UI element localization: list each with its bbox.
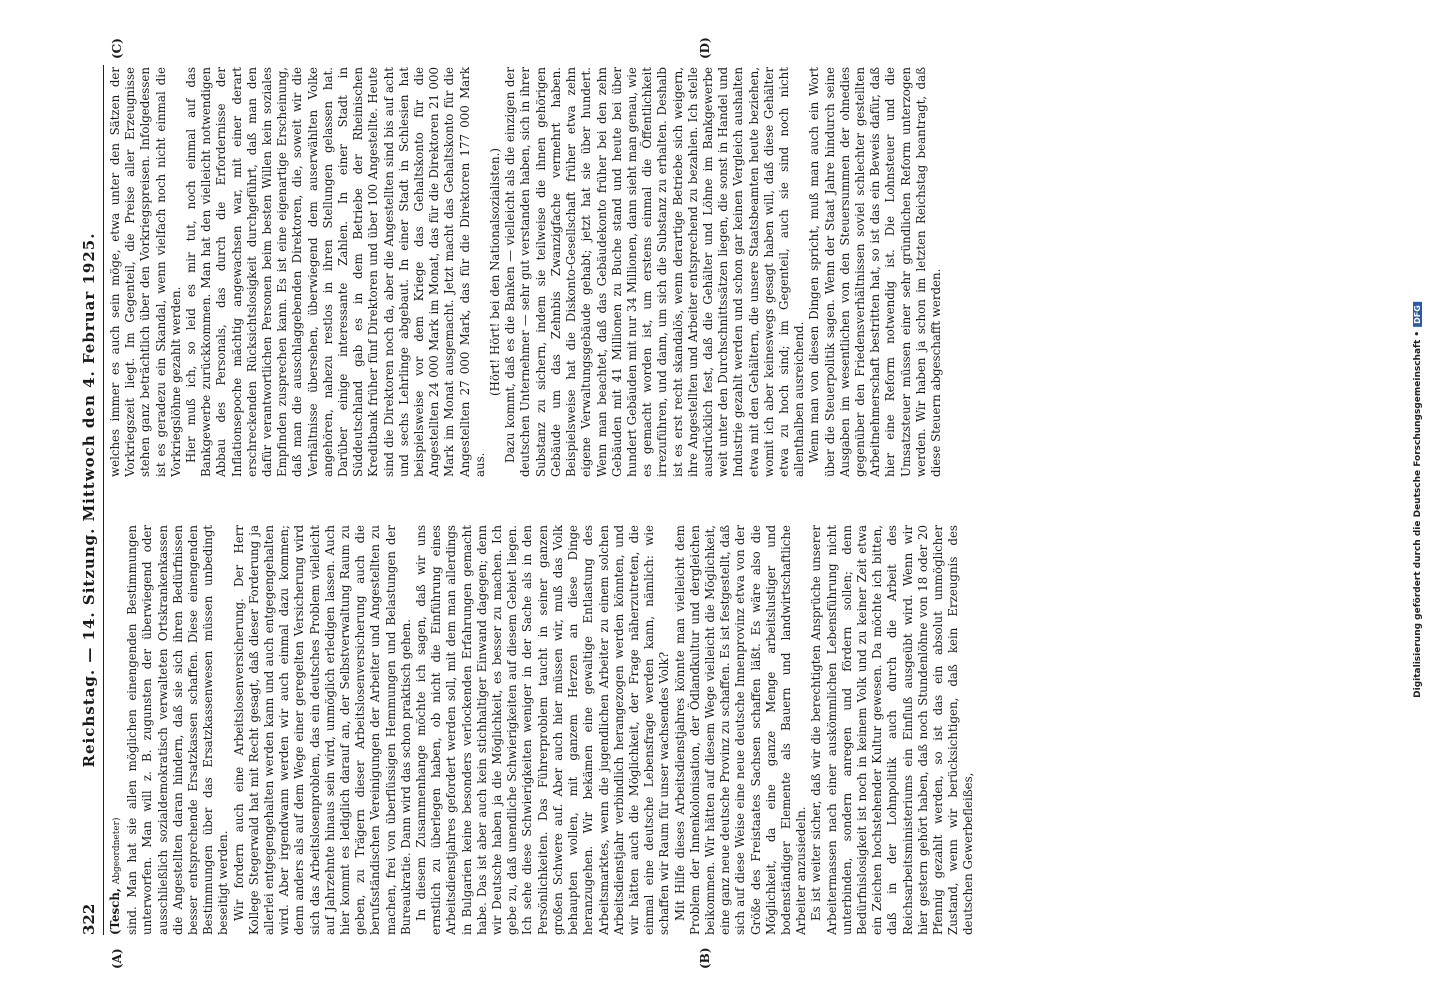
paragraph: Dazu kommt, daß es die Banken — vielleicht als die einzigen der deutschen Unternehmer — sehr gut verstanden haben, sich in ihrer Substanz zu sichern, indem sie teilweise die ihnen gehörigen Gebäude um das Zehnbis Zwanzigfache vermehrt haben. Beispielsweise hat die Diskonto-Gesellschaft früher etwa zehn eigene Verwaltungsgebäude gehabt; jetzt hat sie über hundert. Wenn man beachtet, daß das Gebäudekonto früher bei den zehn Gebäuden mit 41 Millionen zu Buche stand und heute bei über hundert Gebäuden mit nur 34 Millionen, dann sieht man genau, wie es gemacht worden ist, um erstens einmal die Öffentlichkeit irrezuführen, und dann, um sich die Substanz zu erhalten. Deshalb ist es erst recht skandalös, wenn derartige Betriebe sich weigern, ihre Angestellten und Arbeiter entsprechend zu bezahlen. Ich stelle ausdrücklich fest, daß die Gehälter und Löhne im Bankgewerbe weit unter den Durchschnittssätzen liegen, die sonst in Handel und Industrie gezahlt werden und schon gar keinen Vergleich aushalten etwa mit den Gehältern, die unsere Staatsbeamten heute beziehen, womit ich aber keineswegs gesagt haben will, daß diese Gehälter etwa zu hoch sind; im Gegenteil, auch sie sind noch nicht allenthalben ausreichend. bbox=[503, 67, 807, 477]
speaker-role: Abgeordneter) bbox=[112, 817, 122, 885]
margin-marker-c: (C) bbox=[110, 38, 124, 59]
credit-text: Digitalisierung gefördert durch die Deutsche Forschungsgemeinschaft • bbox=[1413, 330, 1423, 698]
text-column-right bbox=[108, 67, 1298, 477]
text-column-left bbox=[108, 525, 1298, 935]
paragraph: Wir fordern auch eine Arbeitslosenversicherung. Der Herr Kollege Stegerwald hat mit Recht gesagt, daß dieser Forderung ja allerlei entgegengehalten werden kann und auch entgegengehalten wird. Aber irgendwann werden wir auch einmal dazu kommen; denn anders als auf dem Wege einer geregelten Versicherung wird sich das Arbeitslosenproblem, das ein deutsches Problem vielleicht auf Jahrzehnte hinaus sein wird, unmöglich erledigen lassen. Auch hier kommt es lediglich darauf an, der Selbstverwaltung Raum zu geben, zu Trägern dieser Arbeitslosenversicherung auch die berufsständischen Vereinigungen der Arbeiter und Angestellten zu machen, frei von überflüssigen Hemmungen und Belastungen der Bureaukratie. Dann wird das schon praktisch gehen. bbox=[231, 525, 413, 935]
digitization-credit bbox=[1413, 302, 1423, 698]
dfg-logo: DFG bbox=[1413, 302, 1422, 327]
margin-marker-d: (D) bbox=[698, 37, 712, 59]
paragraph: Mit Hilfe dieses Arbeitsdienstjahres könnte man vielleicht dem Problem der Innenkolonisation, der Ödlandkultur und dergleichen beikommen. Wir hätten auf diesem Wege vielleicht die Möglichkeit, eine ganz neue deutsche Provinz zu schaffen. Es ist festgestellt, daß sich auf diese Weise eine neue deutsche Innenprovinz etwa von der Größe des Freistaates Sachsen schaffen läßt. Es wäre also die Möglichkeit, da eine ganze Menge arbeitslustiger und bodenständiger Elemente als Bauern und landwirtschaftliche Arbeiter anzusiedeln. bbox=[672, 525, 809, 935]
paragraph: Wenn man von diesen Dingen spricht, muß man auch ein Wort über die Steuerpolitik sagen. Wenn der Staat Jahre hindurch seine Ausgaben im wesentlichen von den Steuersummen der ohnedies gegenüber den Friedensverhältnissen soviel schlechter gestellten Arbeitnehmerschaft bestritten hat, so ist das ein Beweis dafür, daß hier eine Reform notwendig ist. Die Lohnsteuer und die Umsatzsteuer müssen einer sehr gründlichen Reform unterzogen werden. Wir haben ja schon im letzten Reichstag beantragt, daß diese Steuern abgeschafft werden. bbox=[807, 67, 943, 477]
page-number: 322 bbox=[80, 903, 98, 935]
paragraph: Hier muß ich, so leid es mir tut, noch einmal auf das Bankgewerbe zurückkommen. Man hat den vielleicht notwendigen Abbau des Personals, das durch die Erfordernisse der Inflationsepoche mächtig angewachsen war, mit einer derart erschreckenden Rücksichtslosigkeit durchgeführt, daß man den dafür verantwortlichen Personen beim besten Willen kein soziales Empfinden zusprechen kann. Es ist eine eigenartige Erscheinung, daß man die ausschlaggebenden Direktoren, die, soweit wir die Verhältnisse übersehen, überwiegend dem auserwählten Volke angehören, nahezu restlos in ihren Stellungen gelassen hat. Darüber einige interessante Zahlen. In einer Stadt in Süddeutschland gab es in dem Betriebe der Rheinischen Kreditbank früher fünf Direktoren und über 100 Angestellte. Heute sind die Direktoren noch da, aber die Angestellten sind bis auf acht und sechs Lehrlinge abgebaut. In einer Stadt in Schlesien hat beispielsweise vor dem Kriege das Gehaltskonto für die Angestellten 24 000 Mark im Monat, das für die Direktoren 21 000 Mark im Monat ausgemacht. Jetzt macht das Gehaltskonto für die Angestellten 27 000 Mark, das für die Direktoren 177 000 Mark aus. bbox=[184, 67, 487, 477]
paragraph: welches immer es auch sein möge, etwa unter den Sätzen der Vorkriegszeit liegt. Im Gegenteil, die Preise aller Erzeugnisse stehen ganz beträchtlich über den Vorkriegspreisen. Infolgedessen ist es geradezu ein Skandal, wenn vielfach noch nicht einmal die Vorkriegslöhne gezahlt werden. bbox=[108, 67, 183, 477]
rotated-newspaper-sheet bbox=[80, 37, 1330, 969]
session-title: Reichstag. — 14. Sitzung. Mittwoch den 4. Februar 1925. bbox=[80, 232, 98, 768]
margin-marker-b: (B) bbox=[698, 947, 712, 969]
margin-marker-a: (A) bbox=[110, 948, 124, 969]
paragraph: Es ist weiter sicher, daß wir die berechtigten Ansprüche unserer Arbeitermassen nach einer auskömmlichen Lebensführung nicht unterbinden, sondern anregen und fördern sollen; denn Bedürfnislosigkeit ist noch in keinem Volk und zu keiner Zeit etwa ein Zeichen hochstehender Kultur gewesen. Da möchte ich bitten, daß in der Lohnpolitik auch durch die Arbeit des Reichsarbeitsministeriums ein Einfluß ausgeübt wird. Wenn wir hier gestern gehört haben, daß noch Stundenlöhne von 18 oder 20 Pfennig gezahlt werden, so ist das ein absolut unmöglicher Zustand, wenn wir berücksichtigen, daß kein Erzeugnis des deutschen Gewerbefleißes, bbox=[809, 525, 976, 935]
paragraph: In diesem Zusammenhange möchte ich sagen, daß wir uns ernstlich zu überlegen haben, ob nicht die Einführung eines Arbeitsdienstjahres gefordert werden soll, mit dem man allerdings in Bulgarien keine besonders verlockenden Erfahrungen gemacht habe. Das ist aber auch kein stichhaltiger Einwand dagegen; denn wir Deutsche haben ja die Möglichkeit, es besser zu machen. Ich gebe zu, daß unendliche Schwierigkeiten auf diesem Gebiet liegen. Ich sehe diese Schwierigkeiten weniger in der Sache als in den Persönlichkeiten. Das Führerproblem taucht in seiner ganzen großen Schwere auf. Aber auch hier müssen wir, muß das Volk behaupten wollen, mit ganzem Herzen an diese Dinge heranzugehen. Wir bekämen eine gewaltige Entlastung des Arbeitsmarktes, wenn die jugendlichen Arbeiter zu einem solchen Arbeitsdienstjahr verbindlich herangezogen werden könnten, und wir hätten auch die Möglichkeit, der Frage näherzutreten, die einmal eine deutsche Lebensfrage werden kann, nämlich: wie schaffen wir Raum für unser wachsendes Volk? bbox=[414, 525, 672, 935]
header-rule bbox=[103, 65, 104, 935]
paragraph: sind. Man hat sie allen möglichen einengenden Bestimmungen unterworfen. Man will z. B. zugunsten der überwiegend oder ausschließlich sozialdemokratisch verwalteten Ortskrankenkassen die Angestellten daran hindern, daß sie sich ihren Bedürfnissen besser entsprechende Ersatzkassen schaffen. Diese einengenden Bestimmungen über das Ersatzkassenwesen müssen unbedingt beseitigt werden. bbox=[125, 525, 231, 935]
interjection: (Hört! Hört! bei den Nationalsozialisten.) bbox=[488, 148, 503, 396]
speaker-line bbox=[108, 525, 125, 935]
page-header bbox=[80, 65, 102, 935]
speaker-name: (Tesch, bbox=[108, 887, 122, 935]
